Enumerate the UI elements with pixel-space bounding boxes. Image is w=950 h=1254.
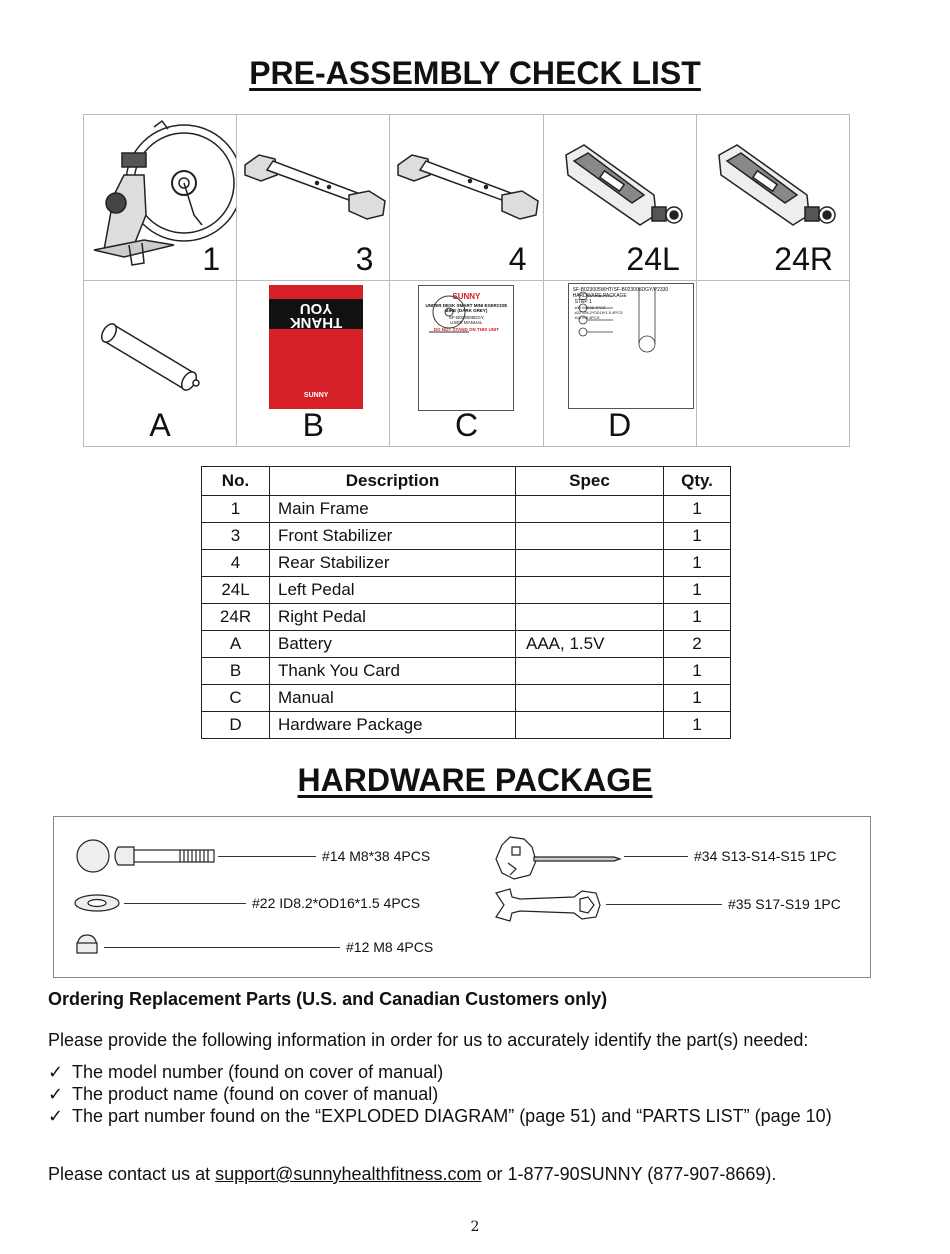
cell-qty: 1: [664, 577, 731, 604]
ordering-intro: Please provide the following information in order for us to accurately identify the part(s) needed:: [48, 1030, 809, 1050]
cell-no: 3: [202, 523, 270, 550]
cell-description: Main Frame: [270, 496, 516, 523]
table-row: [202, 577, 731, 604]
part-cell-manual: [390, 281, 543, 447]
table-row: [202, 685, 731, 712]
hardware-package-box: [53, 816, 871, 978]
header-spec: Spec: [516, 467, 664, 496]
cell-description: Rear Stabilizer: [270, 550, 516, 577]
part-cell-battery: [84, 281, 237, 447]
cell-spec: [516, 523, 664, 550]
cell-qty: 1: [664, 496, 731, 523]
contact-suffix: or 1-877-90SUNNY (877-907-8669).: [481, 1164, 777, 1184]
bolt-label: #14 M8*38 4PCS: [322, 848, 431, 864]
cell-no: 1: [202, 496, 270, 523]
cell-qty: 1: [664, 658, 731, 685]
wrench-34-icon: [496, 837, 536, 879]
table-row: [202, 712, 731, 739]
bolt-icon: [115, 847, 134, 865]
parts-grid: [83, 114, 850, 447]
header-description: Description: [270, 467, 516, 496]
cell-no: A: [202, 631, 270, 658]
bolt-leader-line: [218, 856, 316, 857]
cell-description: Manual: [270, 685, 516, 712]
support-email-link[interactable]: support@sunnyhealthfitness.com: [215, 1164, 482, 1184]
hw-thumb-item-3: #12 M8 4PCS: [574, 315, 600, 320]
cell-description: Right Pedal: [270, 604, 516, 631]
part-cell-rear-stabilizer: [390, 115, 543, 281]
washer-leader-line: [124, 903, 246, 904]
contact-line: [48, 1163, 776, 1185]
hw-thumb-model: SF-B023005WHT/SF-B023005DGY/P2330: [572, 287, 669, 293]
table-row: [202, 604, 731, 631]
page-number: 2: [470, 1219, 480, 1235]
list-item: ✓ The part number found on the “EXPLODED DIAGRAM” (page 51) and “PARTS LIST” (page 10): [48, 1106, 832, 1126]
manual-model: SF-B023005DGY: [448, 315, 484, 320]
hw-thumb-item-1: #14 M8*38 4PCS: [574, 305, 606, 310]
label-24l: 24L: [626, 241, 680, 277]
tool35-leader-line: [606, 904, 722, 905]
manual-illustration: [418, 285, 514, 411]
cell-qty: 1: [664, 712, 731, 739]
hardware-title: HARDWARE PACKAGE: [297, 762, 653, 798]
cell-qty: 1: [664, 604, 731, 631]
label-a: A: [149, 407, 171, 443]
part-cell-thank-you-card: [237, 281, 390, 447]
ordering-heading: Ordering Replacement Parts (U.S. and Canadian Customers only): [48, 989, 608, 1009]
cell-no: 24L: [202, 577, 270, 604]
checkmark-icon: ✓: [48, 1062, 64, 1082]
checklist: [48, 1061, 908, 1127]
cell-spec: [516, 496, 664, 523]
hw-thumb-title: HARDWARE PACKAGE: [572, 293, 627, 299]
thank-you-card-illustration: [269, 285, 363, 409]
cell-qty: 2: [664, 631, 731, 658]
table-row: [202, 496, 731, 523]
cell-description: Left Pedal: [270, 577, 516, 604]
label-c: C: [454, 407, 479, 443]
manual-warning: DO NOT STAND ON THIS UNIT: [433, 327, 499, 332]
hardware-package-illustration: [568, 283, 694, 409]
card-text-you: YOU: [299, 300, 333, 317]
checklist-title: PRE-ASSEMBLY CHECK LIST: [249, 55, 701, 91]
cell-spec: [516, 577, 664, 604]
card-text-thank: THANK: [289, 314, 343, 331]
part-cell-right-pedal: [697, 115, 850, 281]
manual-brand-logo: SUNNY: [452, 292, 481, 301]
list-item: ✓ The model number (found on cover of manual): [48, 1062, 444, 1082]
table-row: [202, 550, 731, 577]
label-3: 3: [355, 241, 374, 277]
part-cell-empty: [697, 281, 850, 447]
contact-prefix: Please contact us at: [48, 1164, 216, 1184]
cell-no: 24R: [202, 604, 270, 631]
manual-bike-image: [419, 290, 479, 336]
cell-no: D: [202, 712, 270, 739]
cell-qty: 1: [664, 685, 731, 712]
table-header-row: [202, 467, 731, 496]
cell-no: C: [202, 685, 270, 712]
table-row: [202, 631, 731, 658]
cell-spec: [516, 712, 664, 739]
manual-title: UNDER DESK SMART MINI EXERCISE BIKE (DARK GREY): [425, 303, 508, 313]
cell-spec: [516, 658, 664, 685]
checkmark-icon: ✓: [48, 1084, 64, 1104]
label-b: B: [302, 407, 324, 443]
label-4: 4: [508, 241, 527, 277]
manual-doc: USER MANUAL: [450, 320, 483, 325]
table-row: [202, 658, 731, 685]
part-cell-hardware-package: [544, 281, 697, 447]
cell-description: Battery: [270, 631, 516, 658]
part-cell-front-stabilizer: [237, 115, 390, 281]
washer-label: #22 ID8.2*OD16*1.5 4PCS: [252, 895, 421, 911]
label-24r: 24R: [774, 241, 833, 277]
cell-spec: [516, 604, 664, 631]
nut-label: #12 M8 4PCS: [346, 939, 434, 955]
cell-no: 4: [202, 550, 270, 577]
hw-thumb-step: STEP 1: [574, 299, 592, 305]
cell-no: B: [202, 658, 270, 685]
hw-thumb-item-2: #22 ID8.2*OD16*1.5 4PCS: [574, 310, 623, 315]
card-brand-logo: SUNNY: [303, 392, 329, 399]
label-d: D: [608, 407, 632, 443]
cell-description: Thank You Card: [270, 658, 516, 685]
header-no: No.: [202, 467, 270, 496]
cell-description: Hardware Package: [270, 712, 516, 739]
tool34-label: #34 S13-S14-S15 1PC: [694, 848, 837, 864]
header-qty: Qty.: [664, 467, 731, 496]
cell-spec: [516, 685, 664, 712]
cell-spec: [516, 550, 664, 577]
checkmark-icon: ✓: [48, 1106, 64, 1126]
cell-spec: AAA, 1.5V: [516, 631, 664, 658]
table-row: [202, 523, 731, 550]
cell-qty: 1: [664, 550, 731, 577]
list-item: ✓ The product name (found on cover of manual): [48, 1084, 439, 1104]
cell-description: Front Stabilizer: [270, 523, 516, 550]
part-cell-left-pedal: [544, 115, 697, 281]
bolt-head-icon: [77, 840, 109, 872]
nut-leader-line: [104, 947, 340, 948]
parts-table: [201, 466, 731, 739]
hw-thumb-image: [569, 284, 693, 354]
label-1: 1: [202, 241, 221, 277]
cell-qty: 1: [664, 523, 731, 550]
tool34-leader-line: [624, 856, 688, 857]
tool35-label: #35 S17-S19 1PC: [728, 896, 841, 912]
part-cell-main-frame: [84, 115, 237, 281]
